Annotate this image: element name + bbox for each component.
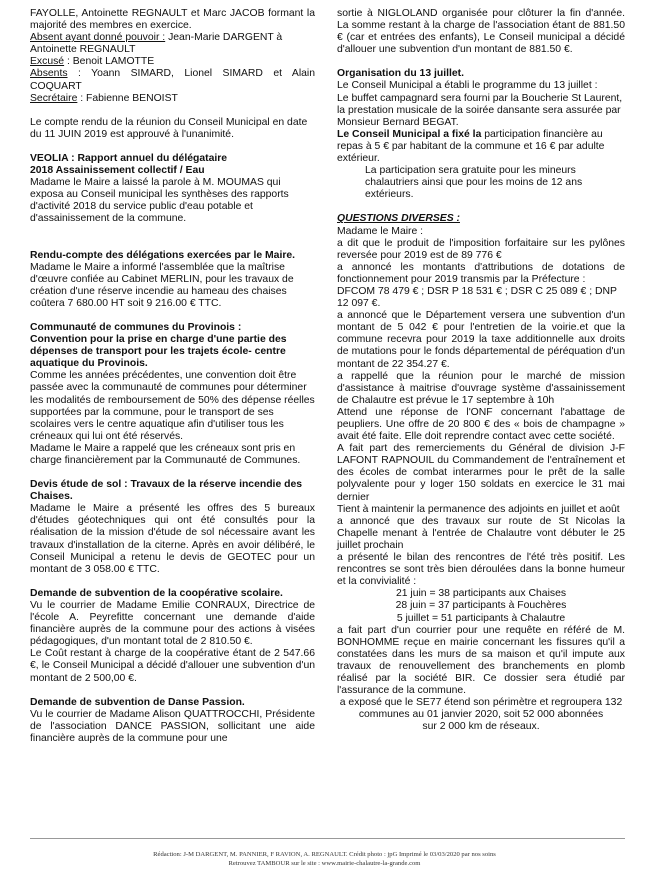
paragraph: FAYOLLE, Antoinette REGNAULT et Marc JACOB formant la majorité des membres en exercice. bbox=[30, 8, 315, 32]
paragraph: VEOLIA : Rapport annuel du délégataire bbox=[30, 152, 228, 164]
paragraph: 2018 Assainissement collectif / Eau bbox=[30, 165, 205, 177]
text-run: : Benoit LAMOTTE bbox=[64, 56, 155, 68]
text-run: Secrétaire bbox=[30, 92, 78, 104]
text-run: participation financière au repas à 5 € par habitant de la commune et 16 € par adulte extérieur. bbox=[337, 128, 605, 165]
paragraph: Vu le courrier de Madame Alison QUATTROCCHI, Présidente de l'association DANCE PASSION, sollicitant une aide financière auprès de la commune pour une bbox=[30, 708, 315, 744]
spacer bbox=[30, 576, 315, 588]
paragraph: Convention pour la prise en charge d'une partie des dépenses de transport pour les trajets école- centre aquatique du Provinois. bbox=[30, 334, 287, 370]
paragraph: Attend une réponse de l'ONF concernant l'abattage de peupliers. Une offre de 20 800 € des « bois de champagne » avait été faite. Elle doit reprendre contact avec cette société. bbox=[337, 406, 625, 443]
paragraph bbox=[30, 32, 315, 56]
paragraph: La participation sera gratuite pour les mineurs chalautriers ainsi que pour les moins de 12 ans extérieurs. bbox=[365, 165, 583, 201]
paragraph: sur 2 000 km de réseaux. bbox=[422, 721, 540, 733]
spacer bbox=[337, 201, 625, 213]
spacer bbox=[30, 226, 315, 238]
paragraph: Le Conseil Municipal a établi le programme du 13 juillet : bbox=[337, 80, 598, 92]
paragraph: Tient à maintenir la permanence des adjoints en juillet et août bbox=[337, 503, 620, 515]
paragraph: a exposé que le SE77 étend son périmètre et regroupera 132 communes au 01 janvier 2020, soit 52 000 abonnées bbox=[339, 697, 623, 721]
paragraph: Demande de subvention de Danse Passion. bbox=[30, 696, 245, 708]
paragraph bbox=[30, 68, 315, 92]
paragraph: QUESTIONS DIVERSES : bbox=[337, 213, 460, 225]
text-run: : Fabienne BENOIST bbox=[77, 92, 178, 104]
spacer bbox=[30, 238, 315, 250]
paragraph: Vu le courrier de Madame Emilie CONRAUX, Directrice de l'école A. Peyrefitte concernant une demande d'aide financière auprès de la commune pour des actions à visées pédagogiques, d'un montant total de 2 810.50 €. bbox=[30, 599, 315, 648]
paragraph: Madame le Maire a rappelé que les créneaux sont pris en charge financièrement par la Communauté de Communes. bbox=[30, 442, 301, 466]
spacer bbox=[337, 56, 625, 68]
paragraph: A fait part des remerciements du Général de division J-F LAFONT RAPNOUIL du Commandement de l'entraînement et des écoles de combat interarmes pour le prêt de la salle polyvalente pour y loger 150 soldats en exercice le 31 mai dernier bbox=[337, 443, 625, 503]
paragraph: Communauté de communes du Provinois : bbox=[30, 321, 242, 333]
paragraph: a annoncé que le Département versera une subvention d'un montant de 5 042 € pour l'entretien de la voirie.et que la commune recevra pour 2019 la taxe additionnelle aux droits de mutations pour le fonds départemental de péréquation d'un montant de 22 354.27 €. bbox=[337, 310, 625, 370]
paragraph: sortie à NIGLOLAND organisée pour clôturer la fin d'année. La somme restant à la charge de l'association étant de 881.50 € (car et entrées des enfants), Le Conseil municipal a décidé d'allouer une subvention d'un montant de 881.50 €. bbox=[337, 8, 625, 56]
spacer bbox=[30, 310, 315, 322]
paragraph: Devis étude de sol : Travaux de la réserve incendie des Chaises. bbox=[30, 479, 303, 503]
paragraph: Madame le Maire a présenté les offres des 5 bureaux d'études géotechniques qui ont été consultés pour la réalisation de la mission d'étude de sol nécessaire avant les travaux d'installation de la citerne. Après en avoir délibéré, le Conseil Municipal a retenu le devis de GEOTEC pour un montant de 3 058.00 € TTC. bbox=[30, 503, 315, 575]
text-run: Absents bbox=[30, 68, 68, 80]
spacer bbox=[30, 467, 315, 479]
spacer bbox=[30, 105, 315, 117]
footer-divider bbox=[30, 838, 625, 839]
paragraph: Demande de subvention de la coopérative scolaire. bbox=[30, 587, 283, 599]
text-run: : Yoann SIMARD, Lionel SIMARD et Alain COQUART bbox=[30, 68, 315, 92]
paragraph: a annoncé les montants d'attributions de dotations de fonctionnement pour 2019 transmis par la Préfecture : bbox=[337, 261, 625, 285]
paragraph: Comme les années précédentes, une convention doit être passée avec la communauté de communes pour déterminer les modalités de remboursement de 50% des dépense réelles supportées par la commune, pour le transport de ses scolaires vers le centre aquatique afin d'utiliser tous les créneaux qui lui ont été réservés. bbox=[30, 370, 315, 442]
paragraph bbox=[30, 93, 315, 105]
spacer bbox=[30, 685, 315, 697]
footer-credits: Rédaction: J-M DARGENT, M. PANNIER, F RAVION, A. REGNAULT. Crédit photo : jpG Imprimé le 03/03/2020 par nos soins bbox=[153, 851, 496, 858]
paragraph: DFCOM 78 479 € ; DSR P 18 531 € ; DSR C 25 089 € ; DNP 12 097 €. bbox=[337, 285, 617, 310]
paragraph: 5 juillet = 51 participants à Chalautre bbox=[396, 612, 566, 624]
paragraph: Madame le Maire a informé l'assemblée que la maîtrise d'œuvre confiée au Cabinet MERLIN, pour les travaux de création d'une réserve incendie au hameau des chaises coûtera 7 680.00 HT soit 9 216.00 € TTC. bbox=[30, 261, 294, 309]
text-run: Le Conseil Municipal a fixé la bbox=[337, 128, 482, 140]
footer-website: Retrouvez TAMBOUR sur le site : www.mairie-chalautre-la-grande.com bbox=[228, 860, 421, 867]
paragraph: Rendu-compte des délégations exercées par le Maire. bbox=[30, 249, 296, 261]
text-run: Excusé bbox=[30, 56, 65, 68]
text-run: Absent ayant donné pouvoir : bbox=[30, 32, 166, 44]
paragraph: Le compte rendu de la réunion du Conseil Municipal en date du 11 JUIN 2019 est approuvé à l'unanimité. bbox=[30, 116, 308, 140]
paragraph: Madame le Maire a laissé la parole à M. MOUMAS qui exposa au Conseil municipal les synthèses des rapports d'activité 2018 du service public d'eau potable et d'assainissement de la commune. bbox=[30, 177, 289, 225]
paragraph: a annoncé que des travaux sur route de St Nicolas la Chapelle menant à l'entrée de Chalautre vont débuter le 25 juillet prochain bbox=[337, 515, 625, 551]
paragraph: 28 juin = 37 participants à Fouchères bbox=[395, 600, 567, 612]
paragraph: Organisation du 13 juillet. bbox=[337, 68, 465, 80]
paragraph: Le Coût restant à charge de la coopérative étant de 2 547.66 €, le Conseil Municipal a décidé d'allouer une subvention d'un montant de 2 500,00 €. bbox=[30, 648, 315, 684]
paragraph: a dit que le produit de l'imposition forfaitaire sur les pylônes reversée pour 2019 est de 89 776 € bbox=[337, 237, 625, 261]
paragraph: a rappellé que la réunion pour le marché de mission d'assistance à maitrise d'ouvrage système d'assainissement de Chalautre est prévue le 17 septembre à 10h bbox=[337, 370, 625, 406]
paragraph: 21 juin = 38 participants aux Chaises bbox=[395, 588, 567, 600]
text-run: Jean-Marie DARGENT à Antoinette REGNAULT bbox=[30, 32, 283, 56]
paragraph bbox=[30, 56, 315, 68]
paragraph: Madame le Maire : bbox=[337, 225, 424, 237]
paragraph bbox=[337, 129, 625, 165]
paragraph: a fait part d'un courrier pour une requête en référé de M. BONHOMME reçue en mairie concernant les fissures qu'il a constatées dans les murs de sa maison et qu'il impute aux travaux de renouvellement des branchements en plomb réalisé par la société BIR. Ce dossier sera étudié par l'assurance de la commune. bbox=[337, 624, 625, 697]
paragraph: a présenté le bilan des rencontres de l'été très positif. Les rencontres se sont très bien déroulées dans la bonne humeur et la convivialité : bbox=[337, 552, 625, 588]
spacer bbox=[30, 141, 315, 153]
paragraph: Le buffet campagnard sera fourni par la Boucherie St Laurent, la prestation musicale de la soirée dansante sera assurée par Monsieur Bernard BEGAT. bbox=[337, 92, 623, 128]
right-column bbox=[337, 8, 625, 733]
left-column bbox=[30, 8, 315, 745]
